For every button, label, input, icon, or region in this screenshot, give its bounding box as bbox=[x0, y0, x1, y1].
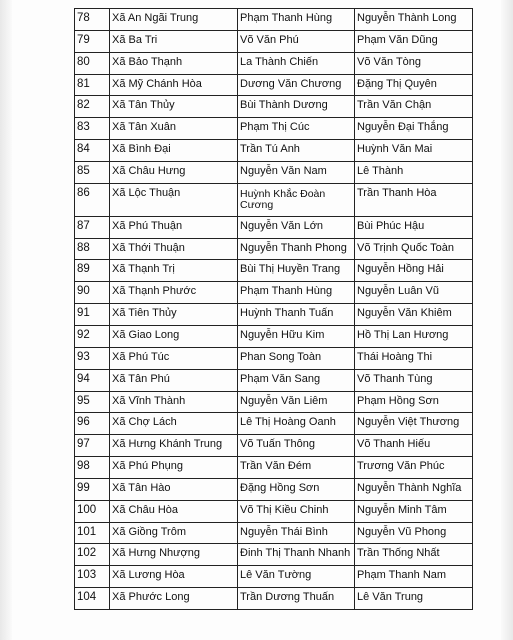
page-edge-right bbox=[501, 0, 513, 640]
deputy-name: Nguyễn Hồng Hải bbox=[355, 260, 473, 282]
person-name: Huỳnh Thanh Tuấn bbox=[238, 304, 355, 326]
person-name: Võ Văn Phú bbox=[238, 30, 355, 52]
deputy-name: Trần Văn Chận bbox=[355, 96, 473, 118]
commune-name: Xã Tân Hào bbox=[110, 478, 238, 500]
deputy-name: Bùi Phúc Hậu bbox=[355, 216, 473, 238]
row-number: 92 bbox=[75, 325, 110, 347]
person-name: Bùi Thành Dương bbox=[238, 96, 355, 118]
commune-name: Xã Phú Phụng bbox=[110, 457, 238, 479]
commune-name: Xã Phước Long bbox=[110, 588, 238, 610]
person-name: Bùi Thị Huyền Trang bbox=[238, 260, 355, 282]
row-number: 93 bbox=[75, 347, 110, 369]
row-number: 101 bbox=[75, 522, 110, 544]
row-number: 78 bbox=[75, 9, 110, 31]
commune-name: Xã Thạnh Trị bbox=[110, 260, 238, 282]
page-edge-left bbox=[0, 0, 12, 640]
row-number: 104 bbox=[75, 588, 110, 610]
person-name: Trần Dương Thuấn bbox=[238, 588, 355, 610]
person-name: Dương Văn Chương bbox=[238, 74, 355, 96]
table-row bbox=[75, 282, 473, 304]
deputy-name: Hồ Thị Lan Hương bbox=[355, 325, 473, 347]
commune-name: Xã Châu Hưng bbox=[110, 161, 238, 183]
row-number: 97 bbox=[75, 435, 110, 457]
deputy-name: Phạm Thanh Nam bbox=[355, 566, 473, 588]
commune-name: Xã Tiên Thủy bbox=[110, 304, 238, 326]
person-name: Nguyễn Hữu Kim bbox=[238, 325, 355, 347]
person-name: Lê Văn Tường bbox=[238, 566, 355, 588]
table-row bbox=[75, 260, 473, 282]
commune-name: Xã Bình Đại bbox=[110, 140, 238, 162]
row-number: 82 bbox=[75, 96, 110, 118]
row-number: 89 bbox=[75, 260, 110, 282]
row-number: 99 bbox=[75, 478, 110, 500]
person-name: Lê Thị Hoàng Oanh bbox=[238, 413, 355, 435]
deputy-name: Nguyễn Việt Thương bbox=[355, 413, 473, 435]
commune-name: Xã Bảo Thạnh bbox=[110, 52, 238, 74]
deputy-name: Phạm Hồng Sơn bbox=[355, 391, 473, 413]
person-name: Phạm Thanh Hùng bbox=[238, 9, 355, 31]
commune-name: Xã Hưng Khánh Trung bbox=[110, 435, 238, 457]
person-name: Nguyễn Thái Bình bbox=[238, 522, 355, 544]
deputy-name: Huỳnh Văn Mai bbox=[355, 140, 473, 162]
table-row bbox=[75, 413, 473, 435]
commune-name: Xã Thới Thuận bbox=[110, 238, 238, 260]
table-row bbox=[75, 522, 473, 544]
commune-name: Xã Thạnh Phước bbox=[110, 282, 238, 304]
person-name: Huỳnh Khắc Đoàn Cương bbox=[238, 183, 355, 216]
commune-name: Xã Châu Hòa bbox=[110, 500, 238, 522]
person-name: Nguyễn Thanh Phong bbox=[238, 238, 355, 260]
person-name: Trần Tú Anh bbox=[238, 140, 355, 162]
table-row bbox=[75, 74, 473, 96]
personnel-table bbox=[74, 8, 473, 610]
row-number: 94 bbox=[75, 369, 110, 391]
row-number: 91 bbox=[75, 304, 110, 326]
table-row bbox=[75, 347, 473, 369]
commune-name: Xã Giao Long bbox=[110, 325, 238, 347]
commune-name: Xã Giồng Trôm bbox=[110, 522, 238, 544]
commune-name: Xã Hưng Nhượng bbox=[110, 544, 238, 566]
person-name: La Thành Chiến bbox=[238, 52, 355, 74]
table-row bbox=[75, 52, 473, 74]
commune-name: Xã Tân Phú bbox=[110, 369, 238, 391]
table-row bbox=[75, 588, 473, 610]
table-row bbox=[75, 161, 473, 183]
row-number: 98 bbox=[75, 457, 110, 479]
table-row bbox=[75, 216, 473, 238]
table-row bbox=[75, 478, 473, 500]
deputy-name: Nguyễn Vũ Phong bbox=[355, 522, 473, 544]
person-name: Võ Tuấn Thông bbox=[238, 435, 355, 457]
table-row bbox=[75, 391, 473, 413]
table-row bbox=[75, 544, 473, 566]
person-name: Phan Song Toàn bbox=[238, 347, 355, 369]
deputy-name: Võ Thanh Tùng bbox=[355, 369, 473, 391]
deputy-name: Võ Thanh Hiếu bbox=[355, 435, 473, 457]
table-row bbox=[75, 457, 473, 479]
deputy-name: Nguyễn Luân Vũ bbox=[355, 282, 473, 304]
deputy-name: Thái Hoàng Thi bbox=[355, 347, 473, 369]
commune-name: Xã Vĩnh Thành bbox=[110, 391, 238, 413]
person-name: Nguyễn Văn Lớn bbox=[238, 216, 355, 238]
deputy-name: Nguyễn Đại Thắng bbox=[355, 118, 473, 140]
deputy-name: Nguyễn Thành Nghĩa bbox=[355, 478, 473, 500]
deputy-name: Nguyễn Minh Tâm bbox=[355, 500, 473, 522]
deputy-name: Phạm Văn Dũng bbox=[355, 30, 473, 52]
row-number: 85 bbox=[75, 161, 110, 183]
deputy-name: Nguyễn Văn Khiêm bbox=[355, 304, 473, 326]
commune-name: Xã Chợ Lách bbox=[110, 413, 238, 435]
table-row bbox=[75, 500, 473, 522]
table-row bbox=[75, 325, 473, 347]
row-number: 84 bbox=[75, 140, 110, 162]
table-row bbox=[75, 30, 473, 52]
table-row bbox=[75, 435, 473, 457]
row-number: 86 bbox=[75, 183, 110, 216]
person-name: Trần Văn Đém bbox=[238, 457, 355, 479]
table-row bbox=[75, 140, 473, 162]
row-number: 79 bbox=[75, 30, 110, 52]
commune-name: Xã Phú Túc bbox=[110, 347, 238, 369]
row-number: 88 bbox=[75, 238, 110, 260]
deputy-name: Võ Trịnh Quốc Toàn bbox=[355, 238, 473, 260]
table-row bbox=[75, 369, 473, 391]
table-row bbox=[75, 9, 473, 31]
table-body bbox=[75, 9, 473, 610]
row-number: 103 bbox=[75, 566, 110, 588]
person-name: Phạm Thị Cúc bbox=[238, 118, 355, 140]
deputy-name: Trương Văn Phúc bbox=[355, 457, 473, 479]
commune-name: Xã An Ngãi Trung bbox=[110, 9, 238, 31]
deputy-name: Nguyễn Thành Long bbox=[355, 9, 473, 31]
row-number: 96 bbox=[75, 413, 110, 435]
person-name: Võ Thị Kiều Chinh bbox=[238, 500, 355, 522]
table-row bbox=[75, 566, 473, 588]
person-name: Đặng Hồng Sơn bbox=[238, 478, 355, 500]
commune-name: Xã Tân Xuân bbox=[110, 118, 238, 140]
table-row bbox=[75, 118, 473, 140]
deputy-name: Lê Văn Trung bbox=[355, 588, 473, 610]
table-row bbox=[75, 304, 473, 326]
commune-name: Xã Lương Hòa bbox=[110, 566, 238, 588]
table-row bbox=[75, 238, 473, 260]
row-number: 90 bbox=[75, 282, 110, 304]
commune-name: Xã Tân Thủy bbox=[110, 96, 238, 118]
deputy-name: Trần Thống Nhất bbox=[355, 544, 473, 566]
row-number: 81 bbox=[75, 74, 110, 96]
commune-name: Xã Lộc Thuận bbox=[110, 183, 238, 216]
table-row bbox=[75, 183, 473, 216]
commune-name: Xã Phú Thuận bbox=[110, 216, 238, 238]
deputy-name: Đặng Thị Quyên bbox=[355, 74, 473, 96]
person-name: Nguyễn Văn Nam bbox=[238, 161, 355, 183]
commune-name: Xã Ba Tri bbox=[110, 30, 238, 52]
row-number: 80 bbox=[75, 52, 110, 74]
row-number: 95 bbox=[75, 391, 110, 413]
person-name: Nguyễn Văn Liêm bbox=[238, 391, 355, 413]
person-name: Đinh Thị Thanh Nhanh bbox=[238, 544, 355, 566]
deputy-name: Trần Thanh Hòa bbox=[355, 183, 473, 216]
row-number: 83 bbox=[75, 118, 110, 140]
row-number: 100 bbox=[75, 500, 110, 522]
deputy-name: Võ Văn Tòng bbox=[355, 52, 473, 74]
table-row bbox=[75, 96, 473, 118]
person-name: Phạm Thanh Hùng bbox=[238, 282, 355, 304]
row-number: 87 bbox=[75, 216, 110, 238]
commune-name: Xã Mỹ Chánh Hòa bbox=[110, 74, 238, 96]
deputy-name: Lê Thành bbox=[355, 161, 473, 183]
row-number: 102 bbox=[75, 544, 110, 566]
person-name: Phạm Văn Sang bbox=[238, 369, 355, 391]
